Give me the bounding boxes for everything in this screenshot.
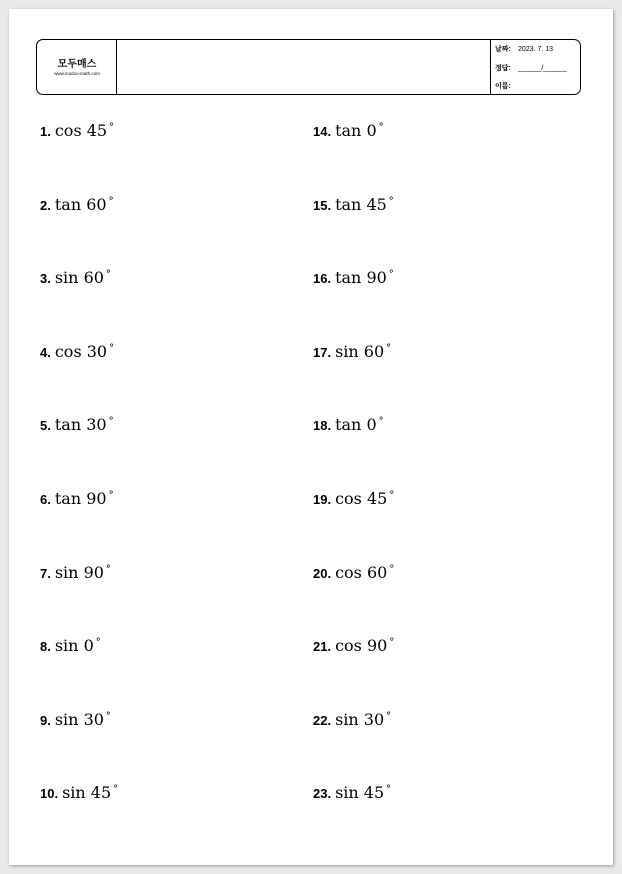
logo-url: www.modoo-math.com <box>54 71 100 76</box>
degree-symbol: ° <box>388 269 394 281</box>
problem-item <box>40 121 114 141</box>
problem-expression: sin 45 <box>335 783 385 803</box>
meta-box <box>490 40 580 94</box>
problem-item <box>313 783 391 803</box>
problem-item <box>40 415 114 435</box>
problem-number: 16. <box>313 271 332 287</box>
problem-item <box>40 563 111 583</box>
problem-number: 23. <box>313 786 332 802</box>
degree-symbol: ° <box>386 784 392 796</box>
problem-expression: tan 90 <box>335 268 387 288</box>
problem-number: 6. <box>40 492 51 507</box>
date-label: 날짜: <box>495 46 511 53</box>
problem-number: 2. <box>40 197 51 213</box>
problem-expression: sin 60 <box>54 268 104 288</box>
problem-number: 10. <box>40 786 59 802</box>
degree-symbol: ° <box>108 416 114 428</box>
problem-expression: tan 90 <box>54 489 107 508</box>
problem-item <box>313 563 394 583</box>
answer-row <box>495 63 567 73</box>
problem-item <box>40 195 114 215</box>
degree-symbol: ° <box>389 637 395 649</box>
problem-item <box>313 195 394 215</box>
degree-symbol: ° <box>105 563 111 575</box>
degree-symbol: ° <box>109 122 115 133</box>
problem-item <box>40 268 111 288</box>
degree-symbol: ° <box>378 122 384 133</box>
problem-expression: cos 60 <box>335 562 388 582</box>
problem-number: 14. <box>313 124 332 139</box>
logo-box <box>37 40 117 94</box>
degree-symbol: ° <box>95 637 101 649</box>
problem-number: 8. <box>40 639 51 655</box>
problem-number: 15. <box>313 197 332 213</box>
problem-number: 20. <box>313 565 332 581</box>
answer-label: 정답: <box>495 65 511 72</box>
date-value: 2023. 7. 13 <box>518 46 554 53</box>
answer-value: ______/______ <box>518 65 567 72</box>
degree-symbol: ° <box>386 342 392 354</box>
problem-expression: sin 90 <box>54 562 104 582</box>
problem-item <box>40 342 114 362</box>
degree-symbol: ° <box>389 563 395 575</box>
degree-symbol: ° <box>389 490 395 501</box>
problem-number: 17. <box>313 344 332 360</box>
problem-number: 18. <box>313 418 332 434</box>
problem-item <box>313 121 384 141</box>
problem-item <box>313 268 394 288</box>
problem-number: 22. <box>313 712 332 728</box>
degree-symbol: ° <box>109 342 115 354</box>
problem-expression: sin 0 <box>54 636 94 656</box>
problem-item <box>313 636 394 656</box>
problem-number: 5. <box>40 418 51 434</box>
problem-number: 7. <box>40 565 51 581</box>
degree-symbol: ° <box>113 784 119 796</box>
degree-symbol: ° <box>388 195 394 207</box>
problem-item <box>40 636 101 656</box>
degree-symbol: ° <box>378 416 384 428</box>
problem-expression: cos 45 <box>335 489 388 508</box>
problem-expression: sin 30 <box>54 709 104 729</box>
problem-item <box>40 710 111 730</box>
problem-number: 21. <box>313 639 332 655</box>
name-label: 이름: <box>495 83 511 90</box>
problem-number: 1. <box>40 124 51 139</box>
date-row <box>495 44 553 54</box>
problem-item <box>40 783 118 803</box>
problem-number: 9. <box>40 712 51 728</box>
worksheet-header <box>36 39 581 95</box>
problem-item <box>313 342 391 362</box>
problem-expression: tan 60 <box>54 194 107 214</box>
problem-expression: tan 0 <box>335 415 377 435</box>
name-row <box>495 81 517 91</box>
problem-item <box>313 415 384 435</box>
problem-number: 3. <box>40 271 51 287</box>
problem-expression: cos 30 <box>54 341 108 361</box>
problem-item <box>40 489 114 509</box>
degree-symbol: ° <box>108 195 114 207</box>
problem-item <box>313 489 394 509</box>
problem-number: 19. <box>313 492 332 507</box>
degree-symbol: ° <box>105 269 111 281</box>
problem-expression: sin 30 <box>335 709 385 729</box>
problem-expression: tan 30 <box>54 415 107 435</box>
problem-expression: tan 0 <box>335 121 377 140</box>
problem-expression: sin 45 <box>62 783 112 803</box>
logo-title: 모두매스 <box>57 59 97 70</box>
problem-expression: cos 90 <box>335 636 388 656</box>
problem-item <box>313 710 391 730</box>
degree-symbol: ° <box>105 710 111 722</box>
problem-expression: sin 60 <box>335 341 385 361</box>
problem-expression: cos 45 <box>54 121 108 140</box>
worksheet-page <box>9 9 613 865</box>
degree-symbol: ° <box>386 710 392 722</box>
problem-expression: tan 45 <box>335 194 387 214</box>
degree-symbol: ° <box>108 490 114 501</box>
problem-number: 4. <box>40 344 51 360</box>
